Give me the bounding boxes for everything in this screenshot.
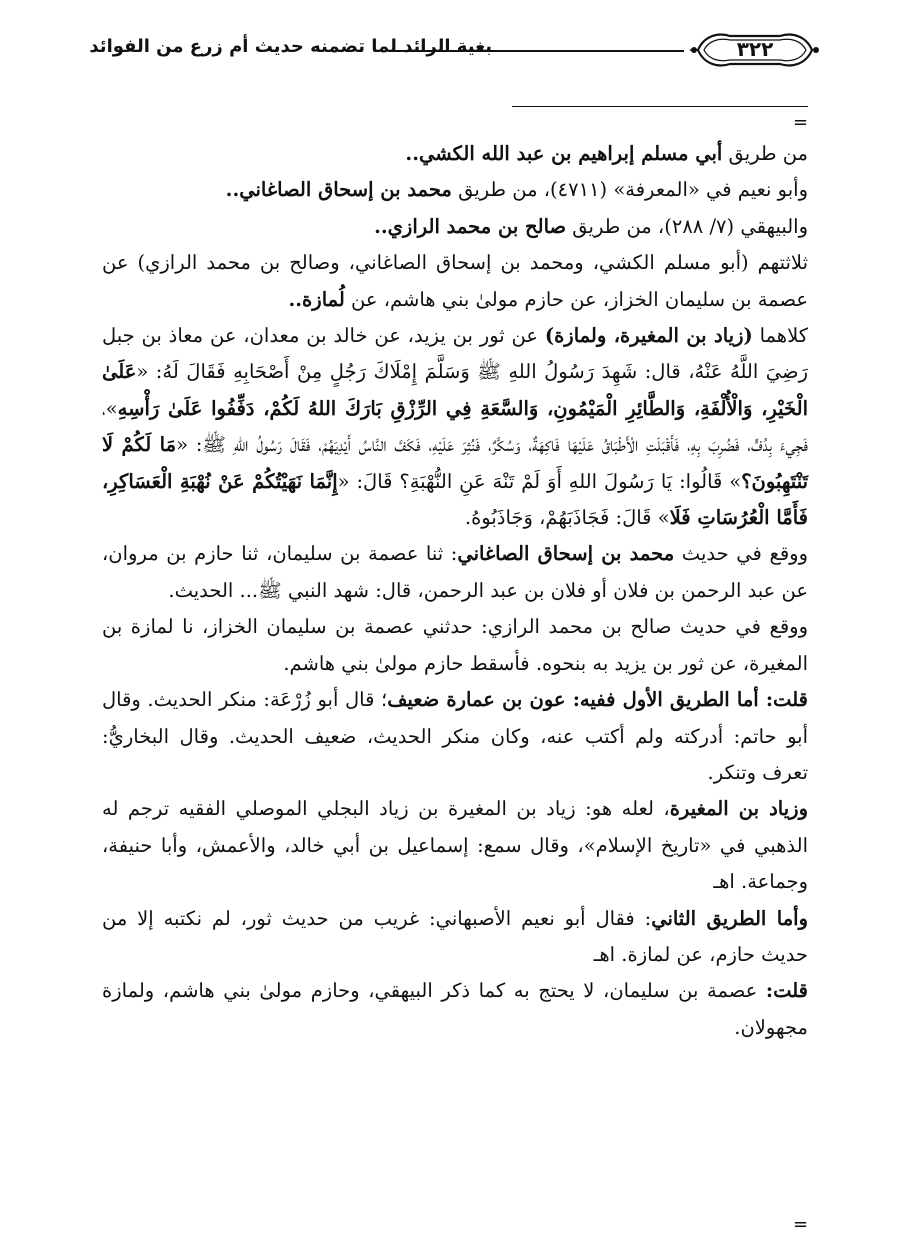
bold-text: مَا لَكُمْ لَا تَنْتَهِبُونَ؟ [102,433,808,493]
bold-text: قلت: [765,979,808,1003]
bold-text: محمد بن إسحاق الصاغاني [457,542,675,566]
paragraph [102,318,808,536]
text-run: من طريق [722,142,808,165]
text-run: وأبو نعيم في «المعرفة» (٤٧١١)، من طريق [451,178,808,202]
paragraph [102,973,808,1046]
text-run: والبيهقي (٧/ ٢٨٨)، من طريق [566,214,808,238]
bold-text: عَلَىٰ الْخَيْرِ، وَالْأُلْفَةِ، وَالطَّائِرِ الْمَيْمُونِ، وَالسَّعَةِ فِي الرِّزْقِ بَارَكَ اللهُ لَكُمْ، دَفِّفُوا عَلَىٰ رَأْسِهِ [102,360,808,420]
bold-text: أبي مسلم إبراهيم بن عبد الله الكشي.. [405,142,723,165]
bold-text: صالح بن محمد الرازي.. [374,214,567,238]
footnote-separator-rule [512,106,808,107]
paragraph [102,901,808,974]
text-run: كلاهما [752,324,809,348]
continuation-marker-top: = [793,112,809,133]
bold-text: لُمازة.. [288,287,345,311]
paragraph [102,791,808,900]
text-run: عن ثور بن يزيد، عن خالد بن معدان، عن معاذ بن جبل رَضِيَ اللَّهُ عَنْهُ، قال: شَهِدَ رَسُولُ اللهِ ﷺ وَسَلَّمَ إِمْلَاكَ رَجُلٍ مِنْ أَصْحَابِهِ فَقَالَ لَهُ: « [102,324,808,384]
text-run: » قَالُوا: يَا رَسُولَ اللهِ أَوَ لَمْ تَنْهَ عَنِ النُّهْبَةِ؟ قَالَ: « [337,469,742,493]
paragraph [102,536,808,609]
bold-text: محمد بن إسحاق الصاغاني.. [225,178,452,202]
text-run: ، لعله هو: زياد بن المغيرة بن زياد البجلي الموصلي الفقيه ترجم له الذهبي في «تاريخ الإسلام»، وقال سمع: إسماعيل بن أبي خالد، والأعمش، وأبا حنيفة، وجماعة. اهـ [102,797,808,894]
text-run: »، فَجِيءَ بِدُفٍّ، فَضُرِبَ بِهِ، فَأَقْبَلَتِ الْأَطْبَاقُ عَلَيْهَا فَاكِهَةٌ، وَسُكَّرٌ، فَنُثِرَ عَلَيْهِ، فَكَفَّ النَّاسُ أَيْدِيَهُمْ، فَقَالَ رَسُولُ اللهِ ﷺ: « [102,396,808,457]
bold-text: وزياد بن المغيرة [669,797,809,821]
paragraph [102,609,808,682]
running-title: بغية الرائد لما تضمنه حديث أم زرع من الفوائد [89,36,492,57]
text-run: : ثنا عصمة بن سليمان، ثنا حازم بن مروان، عن عبد الرحمن بن فلان أو فلان بن عبد الرحمن، قال: شهد النبي ﷺ... الحديث. [102,542,808,602]
continuation-marker-bottom: = [793,1214,809,1235]
text-run: ؛ قال أبو زُرْعَة: منكر الحديث. وقال أبو حاتم: أدركته ولم أكتب عنه، وكان منكر الحديث، ضعيف الحديث. وقال البخاريُّ: تعرف وتنكر. [102,688,808,784]
bold-text: وأما الطريق الثاني [651,906,809,930]
text-run: عصمة بن سليمان، لا يحتج به كما ذكر البيهقي، وحازم مولىٰ بني هاشم، ولمازة مجهولان. [102,979,808,1039]
text-run: ووقع في حديث صالح بن محمد الرازي: حدثني عصمة بن سليمان الخزاز، نا لمازة بن المغيرة، عن ثور بن يزيد به بنحوه. فأسقط حازم مولىٰ بني هاشم. [102,615,808,675]
bold-text: إِنَّمَا نَهَيْتُكُمْ عَنْ نُهْبَةِ الْعَسَاكِرِ، فَأَمَّا الْعُرُسَاتِ فَلَا [102,469,808,530]
text-run: » قَالَ: فَجَاذَبَهُمْ، وَجَاذَبُوهُ. [464,506,670,530]
paragraph [102,245,808,318]
text-run: ووقع في حديث [674,542,808,566]
paragraph [102,209,808,245]
bold-text: قلت: أما الطريق الأول ففيه: عون بن عمارة ضعيف [387,688,808,712]
paragraph [102,682,808,791]
bold-text: (زياد بن المغيرة، ولمازة) [544,324,753,348]
page-header [89,26,820,74]
paragraph [102,172,808,208]
paragraph [102,136,808,172]
text-run: ثلاثتهم (أبو مسلم الكشي، ومحمد بن إسحاق الصاغاني، وصالح بن محمد الرازي) عن عصمة بن سليمان الخزاز، عن حازم مولىٰ بني هاشم، عن [102,251,808,311]
page-number: ٣٢٢ [736,37,774,61]
text-run: : فقال أبو نعيم الأصبهاني: غريب من حديث ثور، لم نكتبه إلا من حديث حازم، عن لمازة. اهـ [102,906,808,966]
main-text [102,136,808,1046]
